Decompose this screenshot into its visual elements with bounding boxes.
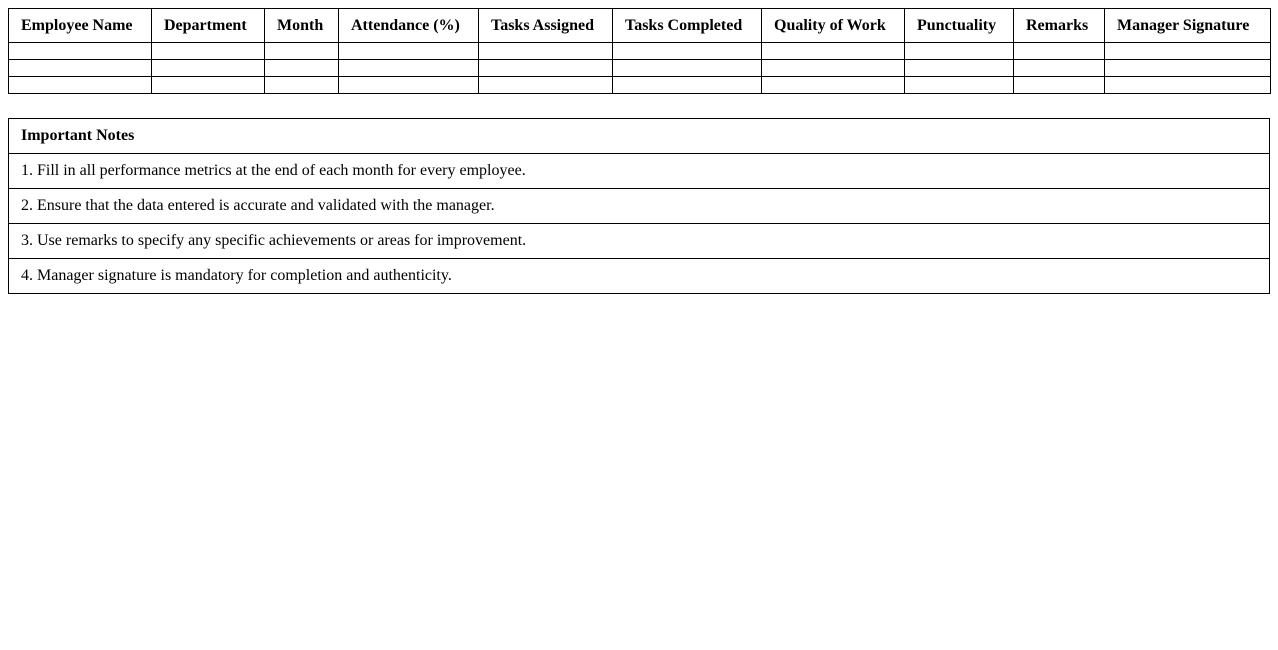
table-cell[interactable] [265,60,339,77]
header-tasks-completed: Tasks Completed [613,9,762,43]
note-row [9,224,1270,259]
table-cell[interactable] [265,77,339,94]
table-cell[interactable] [762,60,905,77]
table-cell[interactable] [1105,43,1271,60]
note-row [9,154,1270,189]
header-employee-name: Employee Name [9,9,152,43]
table-cell[interactable] [1105,60,1271,77]
table-cell[interactable] [1014,77,1105,94]
table-cell[interactable] [9,77,152,94]
table-cell[interactable] [905,43,1014,60]
table-cell[interactable] [265,43,339,60]
table-cell[interactable] [339,43,479,60]
table-cell[interactable] [152,77,265,94]
table-cell[interactable] [905,77,1014,94]
table-row [9,43,1271,60]
table-cell[interactable] [479,60,613,77]
header-month: Month [265,9,339,43]
table-cell[interactable] [1105,77,1271,94]
table-cell[interactable] [339,77,479,94]
table-cell[interactable] [339,60,479,77]
table-cell[interactable] [9,60,152,77]
table-cell[interactable] [613,60,762,77]
important-notes-table [8,118,1270,294]
notes-title: Important Notes [9,119,1270,154]
table-row [9,77,1271,94]
table-cell[interactable] [613,43,762,60]
performance-table [8,8,1271,94]
note-item: 3. Use remarks to specify any specific achievements or areas for improvement. [9,224,1270,259]
header-quality-of-work: Quality of Work [762,9,905,43]
table-cell[interactable] [1014,43,1105,60]
table-cell[interactable] [762,77,905,94]
table-row [9,60,1271,77]
table-cell[interactable] [762,43,905,60]
note-item: 4. Manager signature is mandatory for completion and authenticity. [9,259,1270,294]
notes-header-row [9,119,1270,154]
note-item: 2. Ensure that the data entered is accurate and validated with the manager. [9,189,1270,224]
table-cell[interactable] [152,43,265,60]
note-row [9,189,1270,224]
table-header-row [9,9,1271,43]
table-cell[interactable] [905,60,1014,77]
header-attendance: Attendance (%) [339,9,479,43]
table-cell[interactable] [1014,60,1105,77]
note-row [9,259,1270,294]
table-cell[interactable] [9,43,152,60]
header-punctuality: Punctuality [905,9,1014,43]
note-item: 1. Fill in all performance metrics at the end of each month for every employee. [9,154,1270,189]
header-manager-signature: Manager Signature [1105,9,1271,43]
table-cell[interactable] [479,43,613,60]
header-remarks: Remarks [1014,9,1105,43]
table-cell[interactable] [152,60,265,77]
header-department: Department [152,9,265,43]
table-cell[interactable] [613,77,762,94]
header-tasks-assigned: Tasks Assigned [479,9,613,43]
document-body [8,8,1270,294]
table-cell[interactable] [479,77,613,94]
